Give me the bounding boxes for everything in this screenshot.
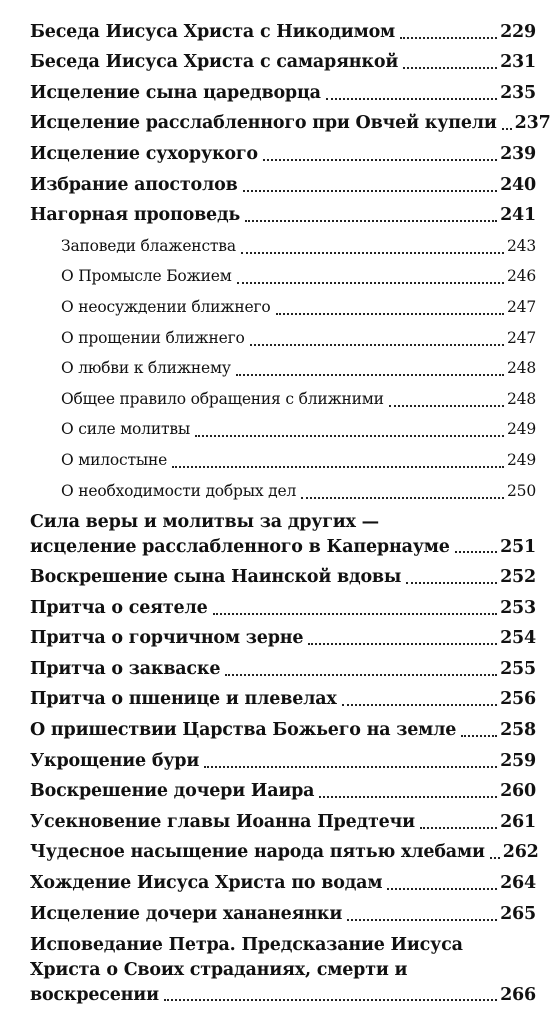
toc-subentry[interactable]	[30, 230, 536, 261]
toc-subentry[interactable]	[30, 291, 536, 322]
toc-entry-title: Избрание апостолов	[30, 174, 238, 195]
dot-leader	[301, 497, 504, 499]
toc-entry-page: 258	[500, 720, 536, 741]
toc-subentry[interactable]	[30, 383, 536, 414]
dot-leader	[455, 551, 497, 553]
dot-leader	[204, 766, 497, 768]
toc-entry[interactable]	[30, 714, 536, 745]
dot-leader	[342, 704, 497, 706]
dot-leader	[319, 796, 497, 798]
dot-leader	[403, 67, 497, 69]
toc-entry[interactable]	[30, 138, 536, 169]
toc-entry-title: О Промысле Божием	[61, 267, 232, 286]
toc-entry-title: Чудесное насыщение народа пятью хлебами	[30, 842, 485, 863]
dot-leader	[172, 466, 504, 468]
toc-entry-page: 261	[500, 811, 536, 832]
toc-entry-page: 231	[500, 52, 536, 73]
toc-entry-page: 241	[500, 205, 536, 226]
toc-entry-title-line: Сила веры и молитвы за других —	[30, 511, 379, 532]
toc-entry[interactable]	[30, 108, 551, 139]
toc-entry-title: О прощении ближнего	[61, 328, 245, 347]
toc-entry-title: Исцеление сына царедворца	[30, 82, 321, 103]
toc-entry-page: 251	[500, 536, 536, 557]
toc-subentry[interactable]	[30, 414, 536, 445]
toc-entry-page: 235	[500, 82, 536, 103]
toc-entry-title: О пришествии Царства Божьего на земле	[30, 720, 457, 741]
dot-leader	[245, 220, 497, 222]
dot-leader	[326, 98, 497, 100]
toc-entry[interactable]	[30, 510, 536, 560]
toc-subentry[interactable]	[30, 322, 536, 353]
toc-entry[interactable]	[30, 623, 536, 654]
toc-entry-title: Беседа Иисуса Христа с самарянкой	[30, 52, 399, 73]
toc-entry-page: 265	[500, 903, 536, 924]
dot-leader	[241, 252, 504, 254]
toc-entry-title: О любви к ближнему	[61, 359, 231, 378]
toc-entry-title: О необходимости добрых дел	[61, 481, 297, 500]
dot-leader	[250, 344, 504, 346]
toc-entry-page: 246	[507, 267, 536, 286]
toc-entry-title: Притча о сеятеле	[30, 597, 208, 618]
toc-entry-title: Притча о пшенице и плевелах	[30, 689, 337, 710]
toc-entry-page: 247	[507, 297, 536, 316]
dot-leader	[236, 374, 504, 376]
toc-entry[interactable]	[30, 898, 536, 929]
toc-entry[interactable]	[30, 562, 536, 593]
toc-entry-page: 249	[507, 450, 536, 469]
dot-leader	[502, 128, 512, 130]
toc-subentry[interactable]	[30, 444, 536, 475]
dot-leader	[400, 37, 497, 39]
dot-leader	[276, 313, 505, 315]
toc-entry-page: 243	[507, 236, 536, 255]
toc-entry-title-line: Исповедание Петра. Предсказание Иисуса	[30, 934, 463, 955]
toc-entry-page: 260	[500, 781, 536, 802]
toc-subentry[interactable]	[30, 261, 536, 292]
toc-entry-title-line: Христа о Своих страданиях, смерти и	[30, 959, 408, 980]
toc-entry-title: Беседа Иисуса Христа с Никодимом	[30, 21, 396, 42]
toc-entry-title: О неосуждении ближнего	[61, 297, 271, 316]
dot-leader	[308, 643, 497, 645]
dot-leader	[461, 735, 497, 737]
toc-subentry[interactable]	[30, 353, 536, 384]
toc-entry-title: Исцеление сухорукого	[30, 143, 258, 164]
toc-entry-title: Заповеди блаженства	[61, 236, 236, 255]
toc-entry[interactable]	[30, 653, 536, 684]
toc-entry[interactable]	[30, 592, 536, 623]
toc-entry-page: 249	[507, 420, 536, 439]
toc-entry[interactable]	[30, 837, 539, 868]
toc-entry-page: 248	[507, 389, 536, 408]
toc-entry-page: 266	[500, 984, 536, 1005]
toc-entry-title: О силе молитвы	[61, 420, 190, 439]
toc-entry[interactable]	[30, 16, 536, 47]
toc-entry-page: 262	[502, 842, 539, 863]
dot-leader	[420, 827, 497, 829]
toc-entry-page: 254	[500, 628, 536, 649]
toc-entry[interactable]	[30, 806, 536, 837]
toc-entry-title: Воскрешение сына Наинской вдовы	[30, 567, 402, 588]
toc-entry-title: Хождение Иисуса Христа по водам	[30, 873, 383, 894]
toc-entry-page: 237	[514, 113, 551, 134]
dot-leader	[164, 999, 497, 1001]
toc-entry-title-line: воскресении	[30, 984, 159, 1005]
toc-entry-page: 256	[500, 689, 536, 710]
toc-subentry[interactable]	[30, 475, 536, 506]
toc-entry-page: 250	[507, 481, 536, 500]
toc-entry-title: Воскрешение дочери Иаира	[30, 781, 315, 802]
dot-leader	[213, 613, 498, 615]
toc-entry-page: 255	[500, 658, 536, 679]
dot-leader	[237, 282, 504, 284]
toc-entry-title: Притча о закваске	[30, 658, 221, 679]
toc-entry[interactable]	[30, 169, 536, 200]
toc-entry-title: Нагорная проповедь	[30, 205, 241, 226]
toc-entry-page: 252	[500, 567, 536, 588]
dot-leader	[195, 435, 504, 437]
dot-leader	[389, 405, 504, 407]
toc-entry-page: 248	[507, 359, 536, 378]
toc-entry[interactable]	[30, 933, 536, 1008]
dot-leader	[225, 674, 497, 676]
toc-entry-title: Укрощение бури	[30, 750, 200, 771]
dot-leader	[490, 857, 500, 859]
toc-entry-page: 239	[500, 143, 536, 164]
dot-leader	[406, 582, 497, 584]
toc-entry-title: Притча о горчичном зерне	[30, 628, 304, 649]
toc-entry-page: 264	[500, 873, 536, 894]
table-of-contents	[30, 16, 551, 1010]
toc-entry[interactable]	[30, 200, 536, 231]
toc-entry[interactable]	[30, 47, 536, 78]
toc-entry-title: О милостыне	[61, 450, 168, 469]
dot-leader	[347, 919, 497, 921]
toc-entry[interactable]	[30, 745, 536, 776]
toc-entry-title-line: исцеление расслабленного в Капернауме	[30, 536, 450, 557]
toc-entry-title: Усекновение главы Иоанна Предтечи	[30, 811, 415, 832]
toc-entry-page: 229	[500, 21, 536, 42]
toc-entry[interactable]	[30, 776, 536, 807]
toc-entry-title: Исцеление расслабленного при Овчей купели	[30, 113, 497, 134]
toc-entry-title: Исцеление дочери хананеянки	[30, 903, 343, 924]
toc-entry-page: 259	[500, 750, 536, 771]
dot-leader	[387, 888, 497, 890]
toc-entry[interactable]	[30, 684, 536, 715]
toc-entry-title: Общее правило обращения с ближними	[61, 389, 384, 408]
dot-leader	[243, 190, 498, 192]
toc-entry[interactable]	[30, 867, 536, 898]
toc-entry[interactable]	[30, 77, 536, 108]
toc-entry-page: 240	[500, 174, 536, 195]
dot-leader	[263, 159, 497, 161]
toc-entry-page: 253	[500, 597, 536, 618]
toc-entry-page: 247	[507, 328, 536, 347]
